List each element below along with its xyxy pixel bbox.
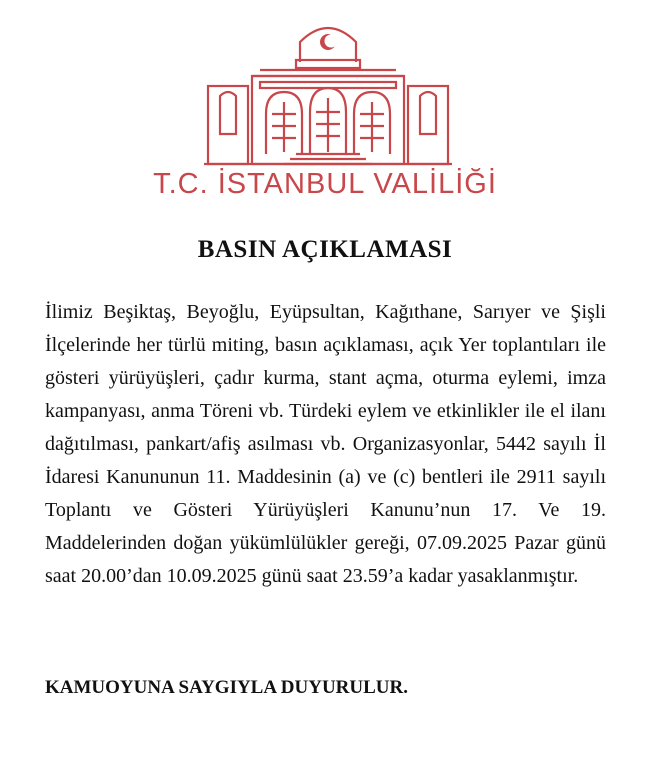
istanbul-governorship-building-icon	[200, 14, 456, 166]
body-paragraph: İlimiz Beşiktaş, Beyoğlu, Eyüpsultan, Kağıthane, Sarıyer ve Şişli İlçelerinde her türlü miting, basın açıklaması, açık Yer toplantıları ile gösteri yürüyüşleri, çadır kurma, stant açma, oturma eylemi, imza kampanyası, anma Töreni vb. Türdeki eylem ve etkinlikler ile el ilanı dağıtılması, pankart/afiş asılması vb. Organizasyonlar, 5442 sayılı İl İdaresi Kanununun 11. Maddesinin (a) ve (c) bentleri ile 2911 sayılı Toplantı ve Gösteri Yürüyüşleri Kanunu’nun 17. Ve 19. Maddelerinden doğan yükümlülükler gereği, 07.09.2025 Pazar günü saat 20.00’dan 10.09.2025 günü saat 23.59’a kadar yasaklanmıştır.	[45, 301, 606, 587]
header-logo	[0, 14, 650, 204]
document-title: BASIN AÇIKLAMASI	[197, 236, 453, 263]
document-body	[45, 296, 606, 593]
closing-statement: KAMUOYUNA SAYGIYLA DUYURULUR.	[45, 677, 408, 698]
institution-name: T.C. İSTANBUL VALİLİĞİ	[153, 168, 497, 200]
